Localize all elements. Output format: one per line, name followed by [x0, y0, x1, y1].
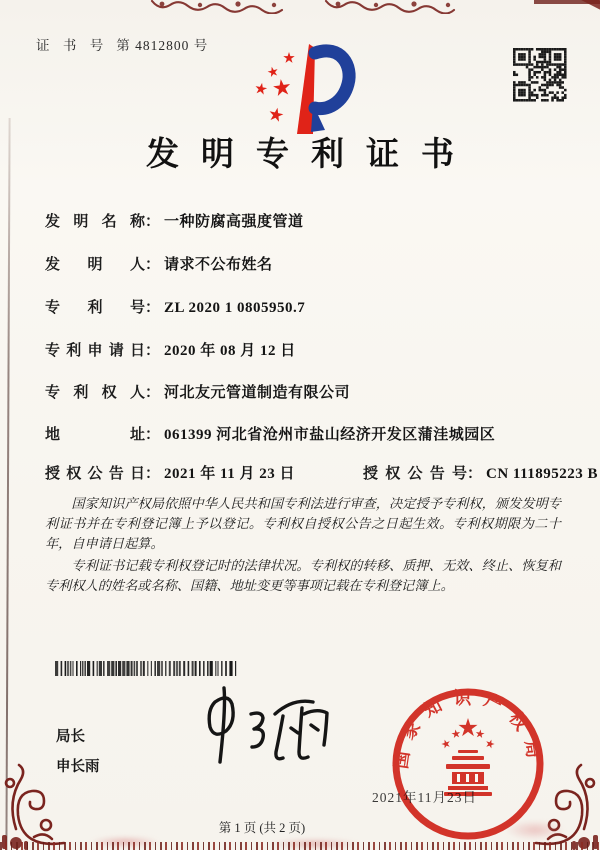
national-emblem: [440, 718, 495, 796]
field-label: 专利号: [45, 300, 145, 316]
field-value: 河北友元管道制造有限公司: [164, 385, 351, 401]
bottom-border-fringe: [0, 842, 600, 850]
field-label: 专利申请日: [45, 343, 145, 359]
field-colon: ：: [145, 385, 161, 401]
officer-title: 局长: [56, 729, 85, 745]
field-colon: ：: [467, 466, 483, 482]
bottom-left-ornament: [0, 763, 72, 850]
field-row-address: [45, 423, 495, 445]
page-fold-line: [5, 118, 10, 850]
field-row-invention-name: [45, 210, 304, 232]
field-row-grant-date: [45, 462, 599, 484]
cnipa-logo: [253, 42, 357, 138]
top-ornament: [148, 0, 460, 14]
field-colon: ：: [145, 427, 161, 443]
legal-text: [45, 494, 561, 598]
field-colon: ：: [145, 257, 161, 273]
field-value: CN 111895223 B: [486, 466, 599, 482]
scan-smudge: [505, 820, 565, 840]
seal-date: 2021年11月23日: [372, 790, 477, 805]
field-row-patent-number: [45, 296, 305, 318]
signature-handwriting: [185, 662, 345, 774]
field-label: 授权公告日: [45, 466, 145, 482]
field-colon: ：: [145, 343, 161, 359]
certificate-number-label: 证 书 号: [36, 38, 109, 53]
field-label: 发明名称: [45, 214, 145, 230]
field-colon: ：: [145, 466, 161, 482]
field-label: 发明人: [45, 257, 145, 273]
field-row-inventor: [45, 253, 273, 275]
qr-code: [513, 48, 569, 102]
field-row-grant-number: [363, 462, 598, 483]
field-value: ZL 2020 1 0805950.7: [164, 300, 306, 316]
certificate-number-value: 第 4812800 号: [116, 38, 209, 53]
field-row-patentee: [45, 381, 350, 403]
field-value: 请求不公布姓名: [164, 257, 273, 273]
officer-name: 申长雨: [56, 759, 100, 775]
page-number: 第 1 页 (共 2 页): [218, 821, 306, 835]
field-value: 一种防腐高强度管道: [164, 214, 304, 230]
legal-paragraph-1: 国家知识产权局依照中华人民共和国专利法进行审查，决定授予专利权，颁发发明专利证书并在专利登记簿上予以登记。专利权自授权公告之日起生效。专利权期限为二十年，自申请日起算。: [45, 496, 561, 552]
field-label: 地址: [45, 427, 145, 443]
field-colon: ：: [145, 214, 161, 230]
field-colon: ：: [145, 300, 161, 316]
seal-ring-text: 国家知识产权局: [390, 687, 546, 771]
field-row-filing-date: [45, 339, 296, 361]
certificate-title: 发明专利证书: [146, 137, 476, 173]
field-value: 2021 年 11 月 23 日: [164, 466, 295, 482]
legal-paragraph-2: 专利证书记载专利权登记时的法律状况。专利权的转移、质押、无效、终止、恢复和专利权人的姓名或名称、国籍、地址变更等事项记载在专利登记簿上。: [45, 558, 561, 594]
field-label: 专利权人: [45, 385, 145, 401]
field-value: 061399 河北省沧州市盐山经济开发区蒲洼城园区: [164, 427, 496, 443]
certificate-number: [36, 34, 208, 54]
field-label: 授权公告号: [363, 466, 467, 482]
field-value: 2020 年 08 月 12 日: [164, 343, 296, 359]
